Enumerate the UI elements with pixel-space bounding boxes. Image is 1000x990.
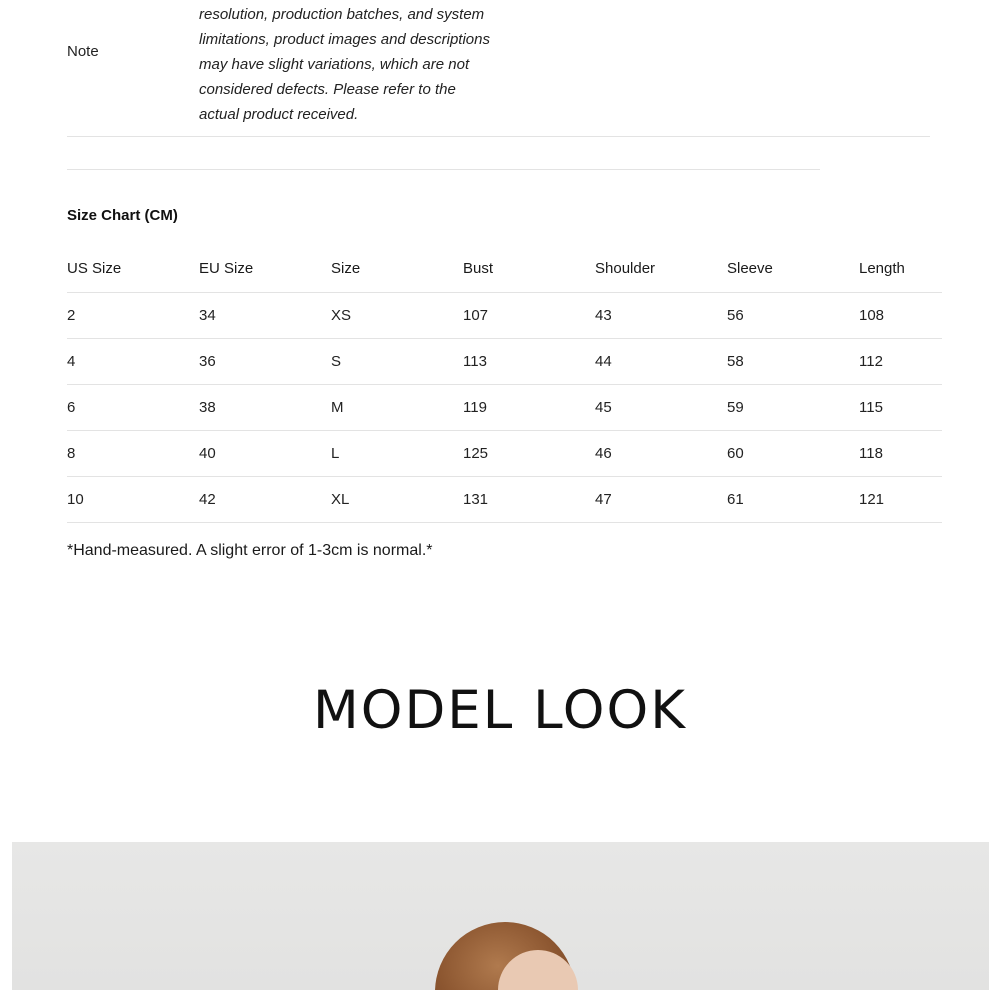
table-cell: 45 xyxy=(595,398,612,416)
table-cell: 107 xyxy=(463,306,489,324)
note-line: may have slight variations, which are not xyxy=(199,56,470,73)
table-cell: 59 xyxy=(727,398,744,416)
column-header-length: Length xyxy=(859,259,905,277)
table-cell: 56 xyxy=(727,306,744,324)
note-line: limitations, product images and descriptions xyxy=(199,31,490,48)
table-cell: 118 xyxy=(859,444,883,462)
table-cell: L xyxy=(331,444,340,462)
table-cell: 44 xyxy=(595,352,612,370)
table-cell: 61 xyxy=(727,490,744,508)
table-cell: 43 xyxy=(595,306,612,324)
column-header-us-size: US Size xyxy=(67,259,122,277)
note-line: resolution, production batches, and system xyxy=(199,6,485,23)
table-header-row xyxy=(67,246,942,292)
table-cell: 60 xyxy=(727,444,744,462)
table-cell: 4 xyxy=(67,352,76,370)
table-cell: 113 xyxy=(463,352,487,370)
column-header-shoulder: Shoulder xyxy=(595,259,656,277)
note-row xyxy=(67,0,930,137)
table-cell: 47 xyxy=(595,490,612,508)
size-chart-table xyxy=(67,246,942,523)
table-cell: 119 xyxy=(463,398,487,416)
column-header-size: Size xyxy=(331,259,361,277)
table-cell: 8 xyxy=(67,444,76,462)
table-cell: 131 xyxy=(463,490,489,508)
note-line: actual product received. xyxy=(199,106,359,123)
table-cell: 34 xyxy=(199,306,216,324)
table-cell: 58 xyxy=(727,352,744,370)
table-row xyxy=(67,384,942,430)
table-cell: 6 xyxy=(67,398,76,416)
note-line: considered defects. Please refer to the xyxy=(199,81,456,98)
model-look-heading: MODEL LOOK xyxy=(313,680,687,741)
table-cell: 125 xyxy=(463,444,489,462)
note-text xyxy=(199,2,529,127)
table-cell: 40 xyxy=(199,444,216,462)
section-divider xyxy=(67,169,820,170)
table-row xyxy=(67,430,942,476)
table-cell: M xyxy=(331,398,344,416)
column-header-bust: Bust xyxy=(463,259,494,277)
table-cell: 36 xyxy=(199,352,216,370)
table-cell: 112 xyxy=(859,352,883,370)
column-header-sleeve: Sleeve xyxy=(727,259,773,277)
table-row xyxy=(67,292,942,338)
table-cell: XS xyxy=(331,306,352,324)
table-cell: S xyxy=(331,352,342,370)
size-chart-title: Size Chart (CM) xyxy=(67,207,178,224)
table-cell: 38 xyxy=(199,398,216,416)
model-photo xyxy=(12,842,989,990)
table-row xyxy=(67,338,942,384)
table-cell: 115 xyxy=(859,398,883,416)
table-cell: 2 xyxy=(67,306,76,324)
size-chart-footnote: *Hand-measured. A slight error of 1-3cm is normal.* xyxy=(67,542,433,559)
note-label: Note xyxy=(67,43,99,60)
table-cell: 46 xyxy=(595,444,612,462)
column-header-eu-size: EU Size xyxy=(199,259,254,277)
table-cell: 108 xyxy=(859,306,885,324)
table-cell: 121 xyxy=(859,490,885,508)
table-row xyxy=(67,476,942,522)
table-cell: XL xyxy=(331,490,350,508)
table-cell: 10 xyxy=(67,490,84,508)
table-cell: 42 xyxy=(199,490,216,508)
